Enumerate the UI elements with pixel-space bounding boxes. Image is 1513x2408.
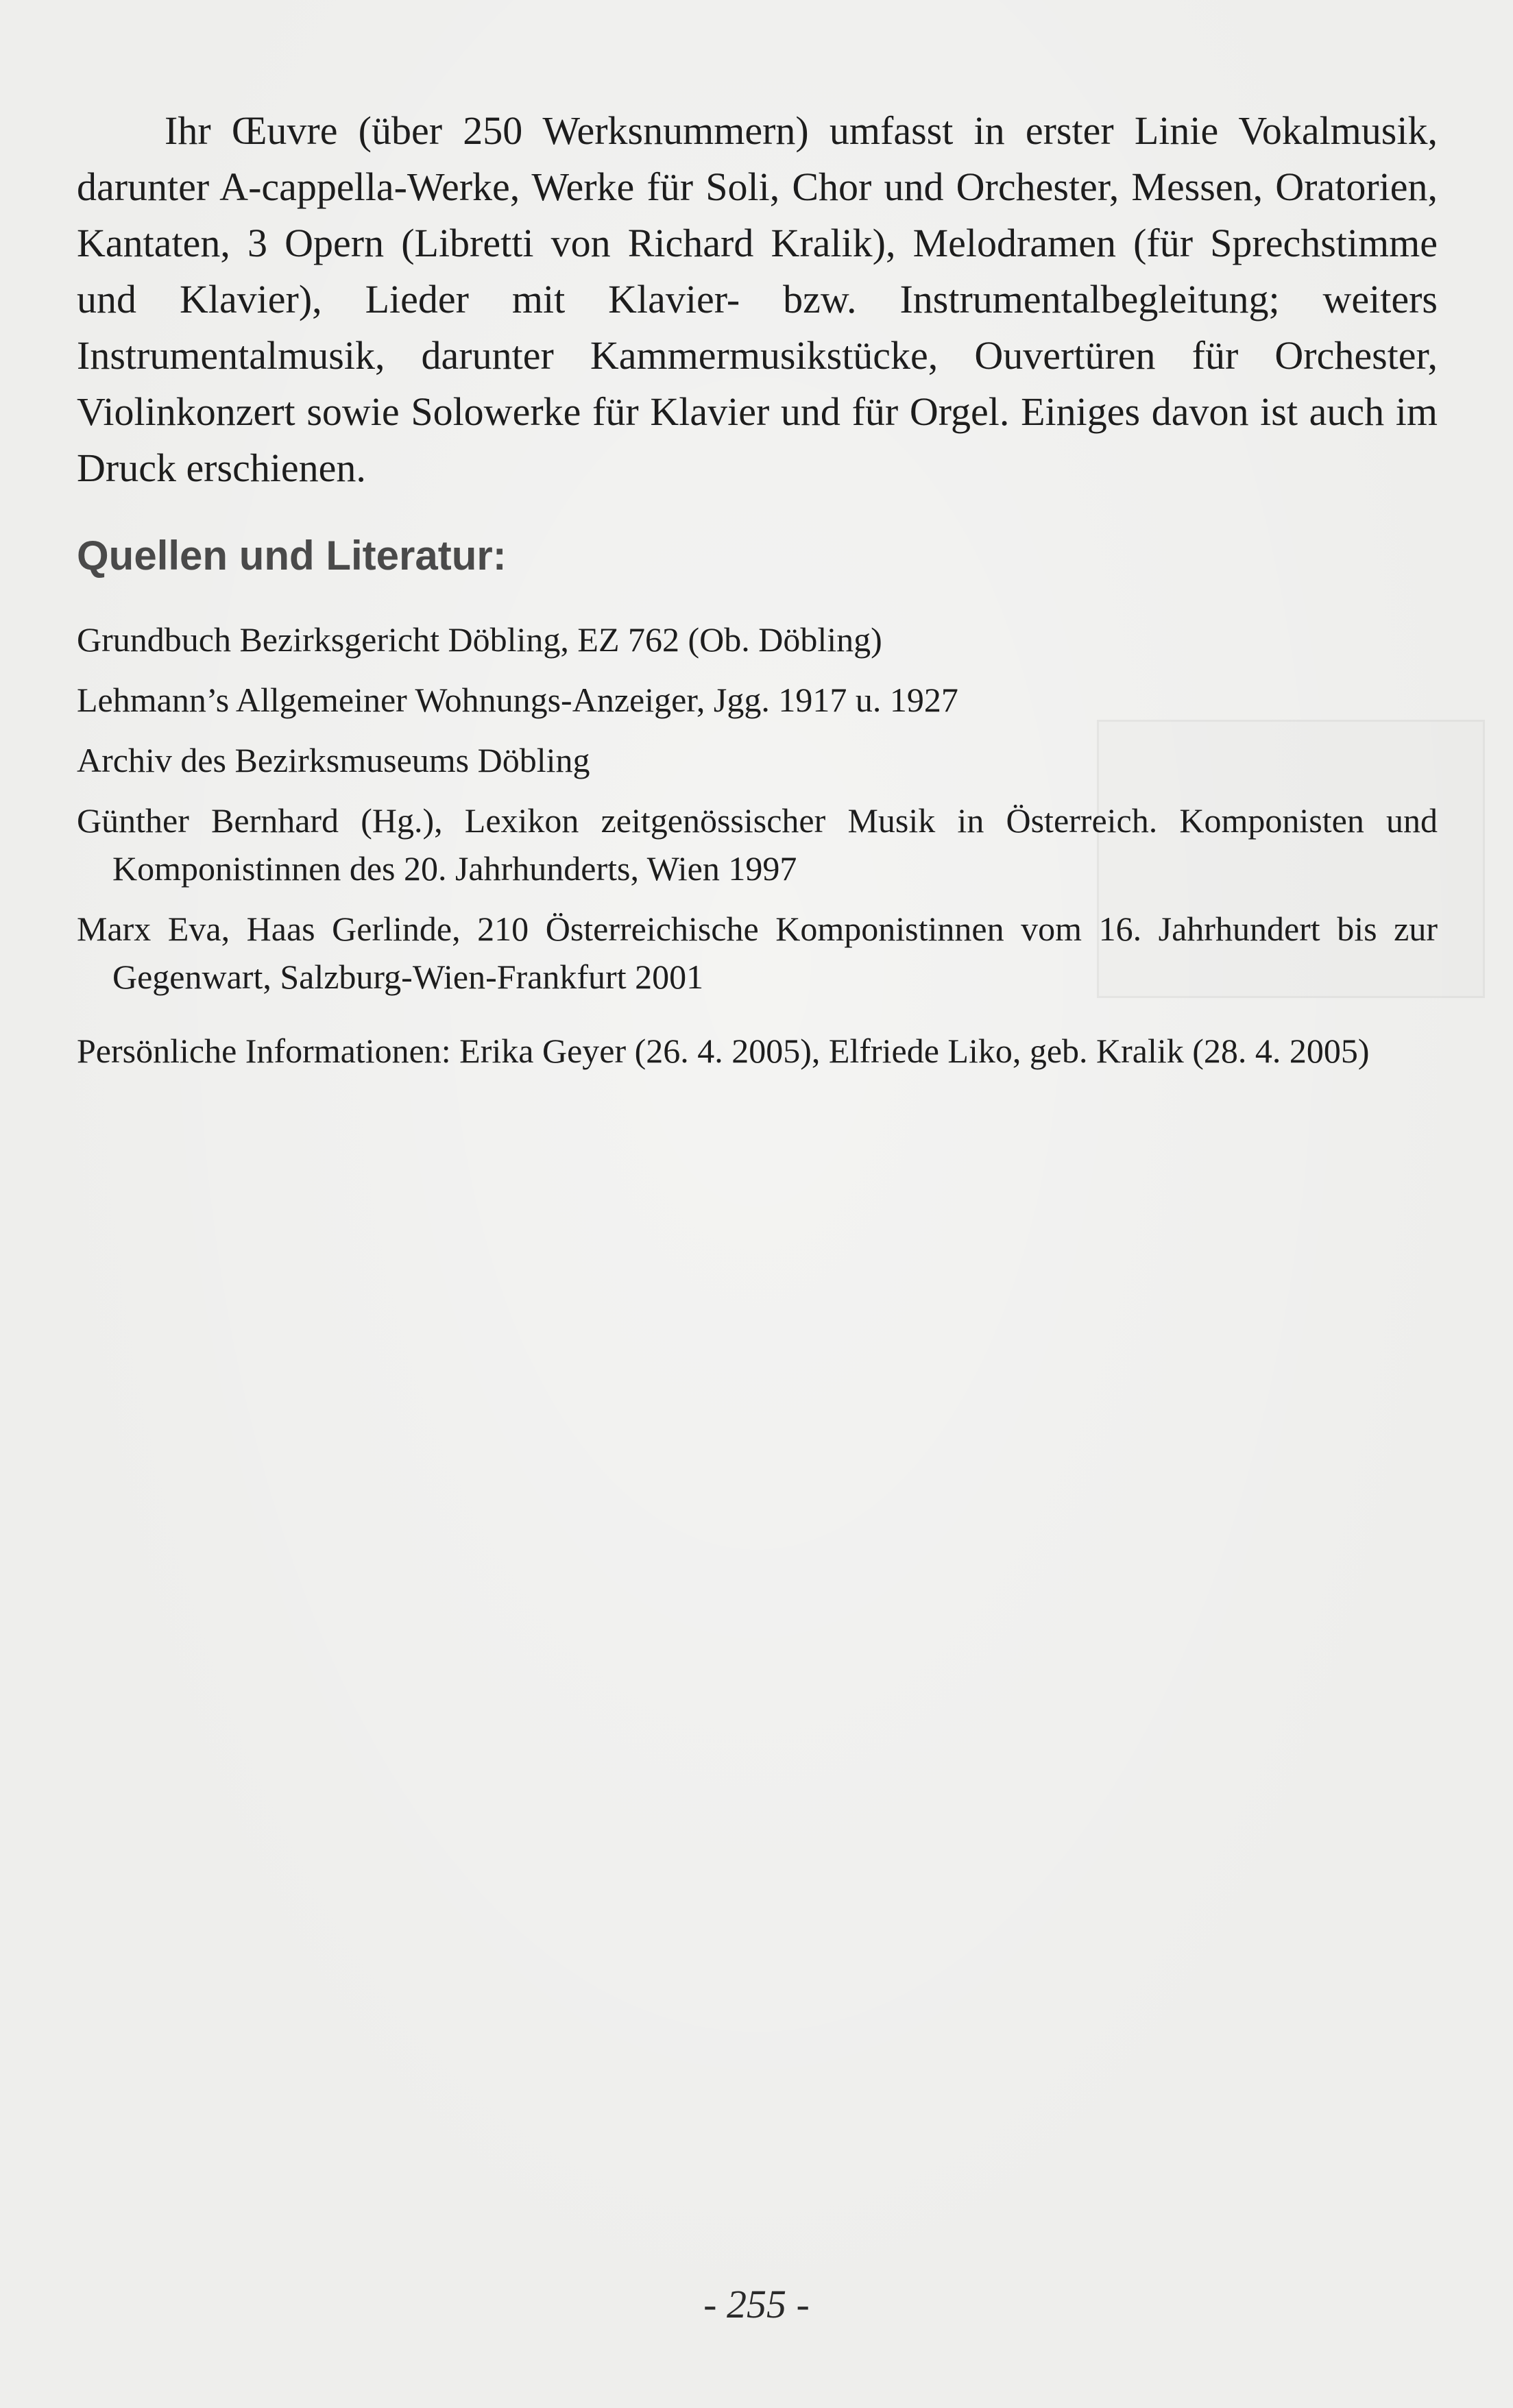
show-through-text-bottom — [75, 1165, 1440, 2193]
sources-heading: Quellen und Literatur: — [77, 533, 507, 579]
intro-paragraph: Ihr Œuvre (über 250 Werksnummern) umfasst in erster Linie Vokalmusik, darunter A-cappella-Werke, Werke für Soli, Chor und Orchester, Messen, Oratorien, Kantaten, 3 Opern (Libretti von Richard Kralik), Melodramen (für Sprechstimme und Klavier), Lieder mit Klavier- bzw. Instrumentalbegleitung; weiters Instrumentalmusik, darunter Kammermusikstücke, Ouvertüren für Orchester, Violinkonzert sowie Solowerke für Klavier und für Orgel. Einiges davon ist auch im Druck erschienen. — [77, 108, 1438, 490]
source-item: Persönliche Informationen: Erika Geyer (26. 4. 2005), Elfriede Liko, geb. Kralik (28. 4. 2005) — [77, 1032, 1370, 1070]
source-item: Lehmann’s Allgemeiner Wohnungs-Anzeiger, Jgg. 1917 u. 1927 — [77, 681, 958, 719]
source-item: Grundbuch Bezirksgericht Döbling, EZ 762 (Ob. Döbling) — [77, 620, 882, 659]
source-item: Günther Bernhard (Hg.), Lexikon zeitgenössischer Musik in Österreich. Komponisten und Komponistinnen des 20. Jahrhunderts, Wien 1997 — [77, 801, 1438, 888]
sources-list — [77, 616, 1438, 1075]
source-item: Marx Eva, Haas Gerlinde, 210 Österreichische Komponistinnen vom 16. Jahrhundert bis zur Gegenwart, Salzburg-Wien-Frankfurt 2001 — [77, 910, 1438, 996]
page-content — [77, 103, 1438, 1087]
source-item: Archiv des Bezirksmuseums Döbling — [77, 741, 590, 779]
page-number: - 255 - — [703, 2282, 810, 2326]
